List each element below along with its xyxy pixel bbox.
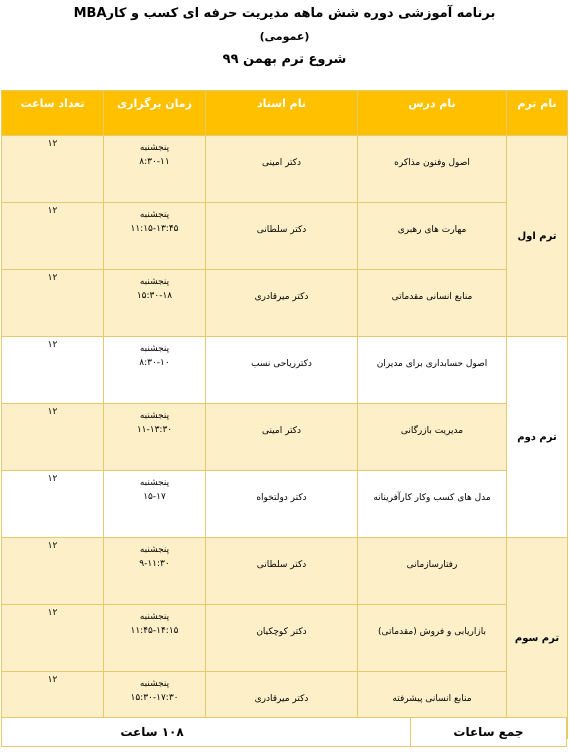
course-name: مدل های کسب وکار کارآفرینانه	[358, 471, 507, 538]
col-header-course: نام درس	[358, 91, 507, 136]
term-start-line: شروع ترم بهمن ۹۹	[222, 52, 347, 67]
session-time: پنجشنبه ۱۱:۴۵-۱۴:۱۵	[104, 605, 206, 672]
total-hours-row	[1, 717, 567, 747]
hours-count: ۱۲	[2, 337, 104, 404]
course-name: رفتارسازمانی	[358, 538, 507, 605]
course-name: منابع انسانی مقدماتی	[358, 270, 507, 337]
session-time: پنجشنبه ۸:۳۰-۱۰	[104, 337, 206, 404]
table-row	[2, 337, 568, 404]
hours-count: ۱۲	[2, 471, 104, 538]
document-subtitle: (عمومی)	[259, 30, 310, 43]
col-header-hours: تعداد ساعت	[2, 91, 104, 136]
col-header-time: زمان برگزاری	[104, 91, 206, 136]
hours-count: ۱۲	[2, 672, 104, 739]
teacher-name: دکتر سلطانی	[206, 538, 358, 605]
total-hours-label: جمع ساعات	[410, 718, 566, 746]
col-header-teacher: نام استاد	[206, 91, 358, 136]
teacher-name: دکتر کوچکیان	[206, 605, 358, 672]
course-name: اصول وفنون مذاکره	[358, 136, 507, 203]
term-name: ترم دوم	[507, 337, 568, 538]
table-row	[2, 404, 568, 471]
teacher-name: دکترریاحی نسب	[206, 337, 358, 404]
course-name: مهارت های رهبری	[358, 203, 507, 270]
session-time: پنجشنبه ۱۵-۱۷	[104, 471, 206, 538]
col-header-term: نام ترم	[507, 91, 568, 136]
document-header	[0, 0, 569, 90]
term-name: ترم اول	[507, 136, 568, 337]
document-title: برنامه آموزشی دوره شش ماهه مدیریت حرفه ای کسب و کارMBA	[73, 6, 496, 21]
hours-count: ۱۲	[2, 270, 104, 337]
teacher-name: دکتر میرقادری	[206, 270, 358, 337]
term-name: ترم سوم	[507, 538, 568, 739]
session-time: پنجشنبه ۱۵:۳۰-۱۷:۳۰	[104, 672, 206, 739]
schedule-table	[1, 90, 568, 739]
teacher-name: دکتر امینی	[206, 404, 358, 471]
table-row	[2, 136, 568, 203]
course-name: منابع انسانی پیشرفته	[358, 672, 507, 739]
session-time: پنجشنبه ۱۱:۱۵-۱۳:۴۵	[104, 203, 206, 270]
table-header-row	[2, 91, 568, 136]
session-time: پنجشنبه ۹-۱۱:۳۰	[104, 538, 206, 605]
course-name: بازاریابی و فروش (مقدماتی)	[358, 605, 507, 672]
hours-count: ۱۲	[2, 404, 104, 471]
table-row	[2, 203, 568, 270]
table-row	[2, 538, 568, 605]
teacher-name: دکتر میرقادری	[206, 672, 358, 739]
course-name: مدیریت بازرگانی	[358, 404, 507, 471]
session-time: پنجشنبه ۱۵:۳۰-۱۸	[104, 270, 206, 337]
teacher-name: دکتر دولتخواه	[206, 471, 358, 538]
hours-count: ۱۲	[2, 538, 104, 605]
course-name: اصول حسابداری برای مدیران	[358, 337, 507, 404]
hours-count: ۱۲	[2, 605, 104, 672]
hours-count: ۱۲	[2, 136, 104, 203]
teacher-name: دکتر امینی	[206, 136, 358, 203]
table-row	[2, 471, 568, 538]
hours-count: ۱۲	[2, 203, 104, 270]
total-hours-value: ۱۰۸ ساعت	[120, 725, 184, 739]
table-row	[2, 270, 568, 337]
teacher-name: دکتر سلطانی	[206, 203, 358, 270]
table-row	[2, 605, 568, 672]
session-time: پنجشنبه ۱۱-۱۳:۳۰	[104, 404, 206, 471]
session-time: پنجشنبه ۸:۳۰-۱۱	[104, 136, 206, 203]
